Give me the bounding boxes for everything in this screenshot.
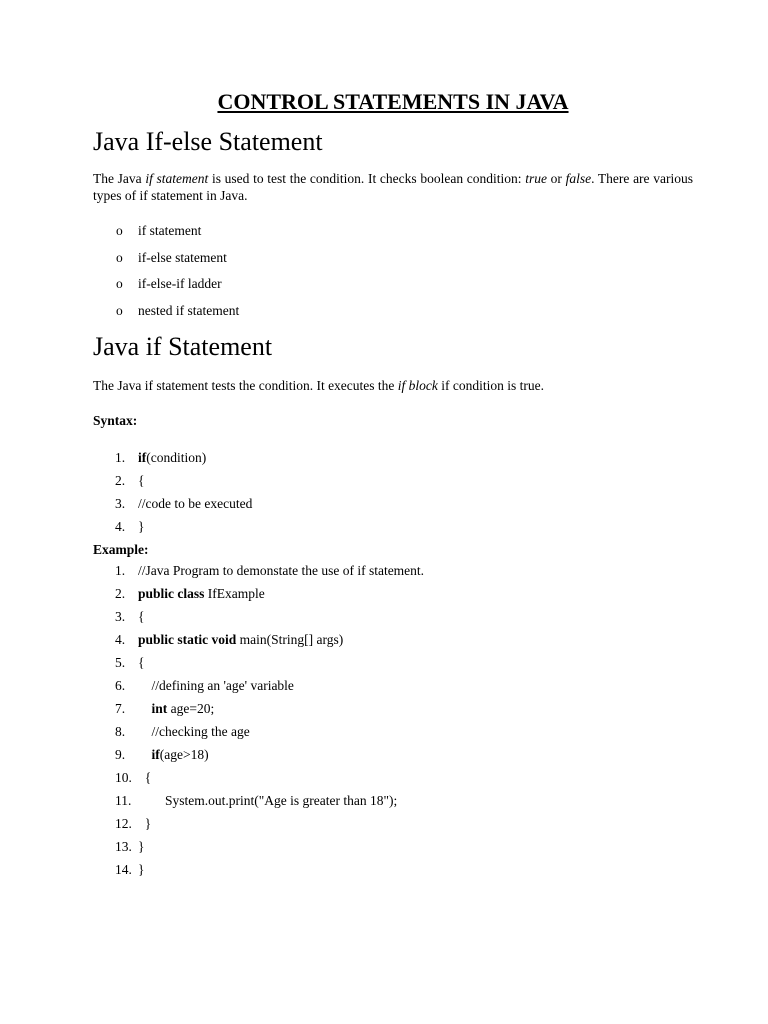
italic-text: false [565,171,592,186]
code-text: System.out.print("Age is greater than 18"); [165,792,398,808]
text-run: or [546,171,566,186]
code-line [93,746,693,769]
indent [138,793,165,808]
document-page [93,88,693,884]
code-line [93,677,693,700]
code-line [93,654,693,677]
code-line [93,585,693,608]
code-line [93,792,693,815]
italic-text: true [525,171,547,186]
list-item-text: if-else statement [138,249,227,265]
line-number: 4. [115,518,126,534]
code-text: //checking the age [151,723,250,739]
line-number: 2. [115,585,126,601]
line-number: 2. [115,472,126,488]
example-label: Example: [93,541,149,557]
section-heading-if-else: Java If-else Statement [93,127,323,156]
code-text: (age>18) [159,746,209,762]
code-line [93,723,693,746]
code-line [93,631,693,654]
document-title: CONTROL STATEMENTS IN JAVA [217,89,569,114]
code-text: { [138,654,145,670]
line-number: 14. [115,861,132,877]
code-line [93,838,693,861]
indent [138,701,152,716]
keyword: if [151,746,160,762]
italic-text: if statement [145,171,209,186]
line-number: 9. [115,746,126,762]
keyword: public static void [138,631,237,647]
code-text: } [138,861,145,877]
example-code-block [93,562,693,884]
line-number: 1. [115,562,126,578]
text-run: is used to test the condition. It checks boolean condition: [208,171,526,186]
line-number: 8. [115,723,126,739]
code-line [93,449,693,472]
code-line [93,562,693,585]
indent [138,770,145,785]
text-run: if condition is true. [437,377,545,393]
code-text: age=20; [167,700,215,716]
keyword: public class [138,585,205,601]
section-if-paragraph [93,377,693,394]
line-number: 4. [115,631,126,647]
list-item-text: if statement [138,223,202,238]
line-number: 13. [115,838,132,854]
keyword: int [151,700,168,716]
code-text: { [138,608,145,624]
code-text: } [138,838,145,854]
code-line [93,608,693,631]
code-text: //code to be executed [138,495,253,511]
list-item [93,302,693,329]
syntax-label: Syntax: [93,412,138,428]
code-text: } [144,815,152,831]
line-number: 3. [115,608,126,624]
code-text: } [138,518,145,534]
line-number: 10. [115,769,132,785]
line-number: 12. [115,815,132,831]
line-number: 11. [115,792,132,808]
syntax-code-block [93,449,693,541]
indent [138,747,152,762]
text-run: . There are various types of if statement in Java. [93,171,693,203]
list-item [93,275,693,302]
code-text: IfExample [204,585,265,601]
line-number: 7. [115,700,126,716]
code-line [93,815,693,838]
list-item-text: nested if statement [138,303,240,319]
indent [138,678,152,693]
code-line [93,472,693,495]
code-line [93,518,693,541]
keyword: if [138,449,147,465]
code-line [93,769,693,792]
indent [138,724,152,739]
italic-text: if block [397,377,438,393]
if-statement-types-list [93,222,693,329]
bullet-mark: o [116,276,123,292]
list-item [93,249,693,276]
line-number: 1. [115,449,126,465]
code-line [93,495,693,518]
indent [138,816,145,831]
code-text: //Java Program to demonstate the use of if statement. [138,562,425,578]
line-number: 3. [115,495,126,511]
list-item [93,222,693,249]
code-text: { [144,769,152,785]
list-item-text: if-else-if ladder [138,276,222,292]
section-if-else-paragraph [93,170,693,204]
bullet-mark: o [116,223,123,238]
code-line [93,700,693,723]
code-line [93,861,693,884]
line-number: 6. [115,677,126,693]
line-number: 5. [115,654,126,670]
text-run: The Java [93,171,146,186]
bullet-mark: o [116,303,123,319]
bullet-mark: o [116,249,123,265]
code-text: main(String[] args) [236,631,344,647]
code-text: (condition) [146,449,207,465]
code-text: //defining an 'age' variable [151,677,294,693]
section-heading-if: Java if Statement [93,331,273,361]
code-text: { [138,472,145,488]
text-run: The Java if statement tests the condition. It executes the [93,377,398,393]
